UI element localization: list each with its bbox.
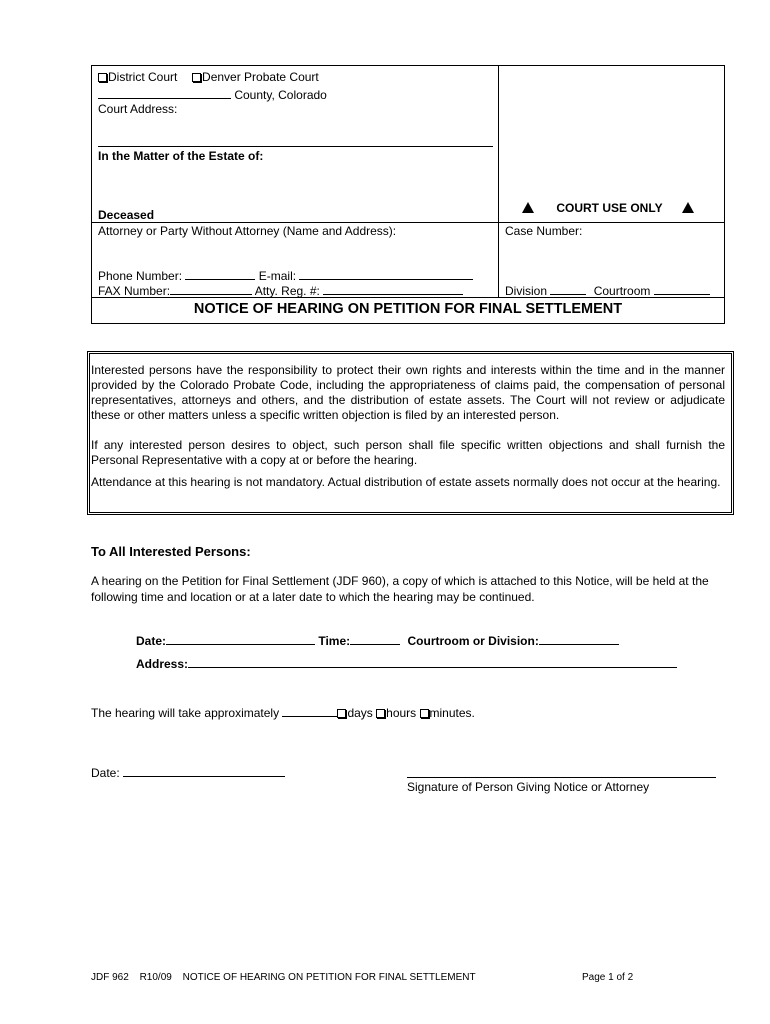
division-label: Division xyxy=(505,284,548,298)
court-select-row xyxy=(98,70,319,84)
hearing-date-field[interactable] xyxy=(166,633,315,645)
footer xyxy=(91,972,476,983)
court-use-only-label: COURT USE ONLY xyxy=(556,201,663,215)
district-court-checkbox[interactable] xyxy=(98,73,107,82)
days-label: days xyxy=(347,706,373,720)
attorney-label: Attorney or Party Without Attorney (Name and Address): xyxy=(98,224,397,238)
denver-probate-label: Denver Probate Court xyxy=(202,70,319,84)
notice-paragraph-1: Interested persons have the responsibility to protect their own rights and interests within the time and in the manner provided by the Colorado Probate Code, including the appropriateness of claims paid, the compensation of personal representatives, attorneys and others, and the distribution of estate assets. The Court will not review or adjudicate these or other matters unless a specific written objection is filed by an interested person. xyxy=(91,363,725,422)
caption-row-line xyxy=(91,222,725,223)
case-number-label: Case Number: xyxy=(505,224,583,238)
hours-checkbox[interactable] xyxy=(376,709,385,718)
deceased-label: Deceased xyxy=(98,208,155,222)
minutes-checkbox[interactable] xyxy=(420,709,429,718)
fax-atty-row xyxy=(98,283,463,298)
triangle-up-icon xyxy=(682,202,694,213)
estate-separator xyxy=(98,146,493,147)
email-label: E-mail: xyxy=(258,269,297,283)
intro-paragraph: A hearing on the Petition for Final Settlement (JDF 960), a copy of which is attached to this Notice, will be held at the following time and location or at a later date to which the hearing may be continued. xyxy=(91,574,709,604)
minutes-label: minutes. xyxy=(429,706,475,720)
address-row xyxy=(136,656,677,671)
notice-paragraph-3: Attendance at this hearing is not mandatory. Actual distribution of estate assets normally does not occur at the hearing. xyxy=(91,475,721,489)
footer-form-title: NOTICE OF HEARING ON PETITION FOR FINAL SETTLEMENT xyxy=(182,972,476,983)
sign-date-row xyxy=(91,765,285,780)
approx-label: The hearing will take approximately xyxy=(91,706,280,720)
time-label: Time: xyxy=(318,634,351,648)
hearing-details-row xyxy=(136,633,619,648)
fax-label: FAX Number: xyxy=(98,284,171,298)
hours-label: hours xyxy=(386,706,417,720)
sign-date-field[interactable] xyxy=(123,765,285,777)
denver-probate-checkbox[interactable] xyxy=(192,73,201,82)
county-label: County, Colorado xyxy=(234,88,327,102)
courtroom-field[interactable] xyxy=(654,283,710,295)
days-checkbox[interactable] xyxy=(337,709,346,718)
page-title: NOTICE OF HEARING ON PETITION FOR FINAL SETTLEMENT xyxy=(193,301,623,317)
duration-row xyxy=(91,705,475,720)
sign-date-label: Date: xyxy=(91,766,120,780)
court-address-label: Court Address: xyxy=(98,102,178,116)
courtroom-division-label: Courtroom or Division: xyxy=(407,634,539,648)
division-field[interactable] xyxy=(550,283,586,295)
courtroom-division-field[interactable] xyxy=(539,633,619,645)
phone-email-row xyxy=(98,268,473,283)
fax-field[interactable] xyxy=(170,283,252,295)
estate-of-label: In the Matter of the Estate of: xyxy=(98,149,264,163)
email-field[interactable] xyxy=(299,268,473,280)
courtroom-label: Courtroom xyxy=(593,284,651,298)
hearing-time-field[interactable] xyxy=(350,633,400,645)
date-label: Date: xyxy=(136,634,167,648)
district-court-label: District Court xyxy=(108,70,178,84)
phone-label: Phone Number: xyxy=(98,269,183,283)
atty-reg-field[interactable] xyxy=(323,283,463,295)
county-row xyxy=(98,87,327,102)
notice-paragraph-2: If any interested person desires to object, such person shall file specific written objections and shall furnish the Personal Representative with a copy at or before the hearing. xyxy=(91,438,725,467)
atty-reg-label: Atty. Reg. #: xyxy=(254,284,320,298)
signature-label: Signature of Person Giving Notice or Attorney xyxy=(407,780,650,794)
county-field[interactable] xyxy=(98,87,231,99)
duration-field[interactable] xyxy=(282,705,337,717)
hearing-address-field[interactable] xyxy=(188,656,677,668)
signature-line[interactable] xyxy=(407,777,716,778)
footer-page: Page 1 of 2 xyxy=(582,972,634,983)
phone-field[interactable] xyxy=(185,268,255,280)
address-label: Address: xyxy=(136,657,189,671)
triangle-up-icon xyxy=(522,202,534,213)
caption-divider xyxy=(498,65,499,298)
division-row xyxy=(505,283,710,298)
court-use-only xyxy=(522,201,694,215)
footer-revision: R10/09 xyxy=(139,972,172,983)
footer-form-id: JDF 962 xyxy=(91,972,129,983)
section-heading: To All Interested Persons: xyxy=(91,544,251,559)
